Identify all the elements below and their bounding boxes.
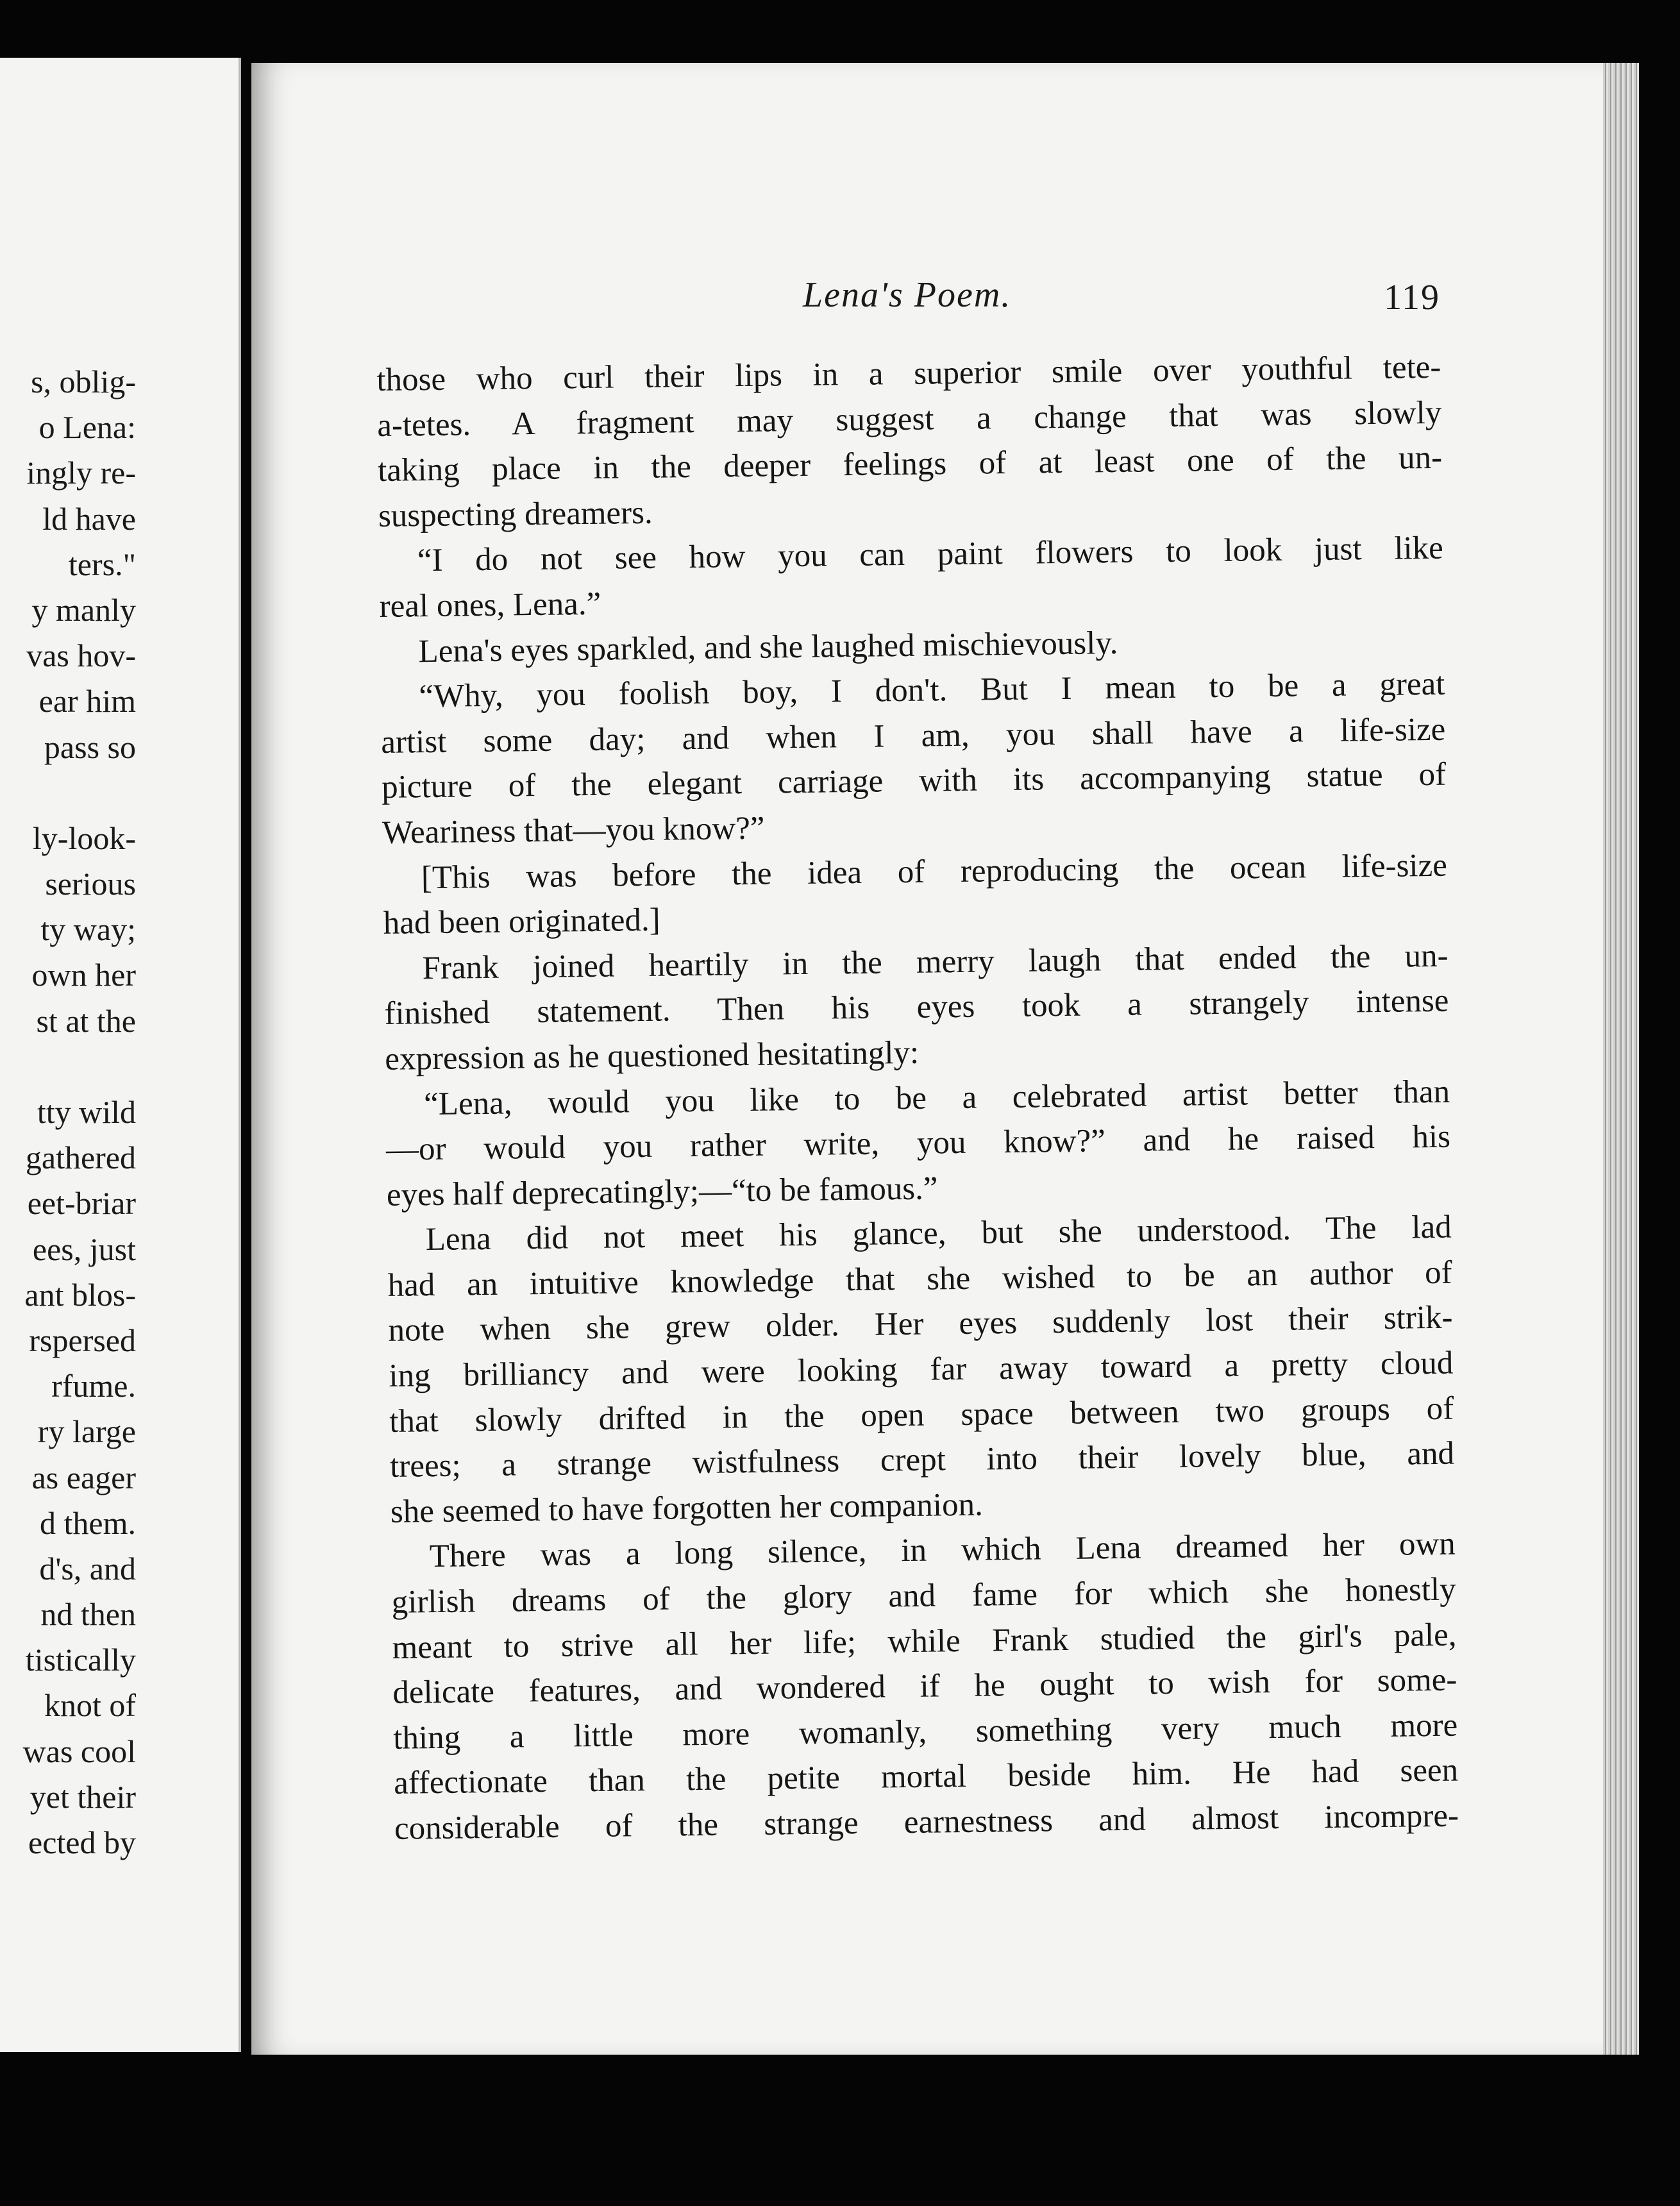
text-line: meant to strive all her life; while Frank studied the girl's pale, xyxy=(392,1617,1457,1666)
left-text-line: own her xyxy=(31,957,136,993)
text-line: had an intuitive knowledge that she wished to be an author of xyxy=(387,1254,1452,1304)
left-text-line: knot of xyxy=(44,1687,136,1724)
left-text-line: vas hov- xyxy=(26,637,136,674)
text-line: a-tetes. A fragment may suggest a change that was slowly xyxy=(376,394,1442,444)
left-text-line: ant blos- xyxy=(24,1276,136,1313)
left-text-line: rfume. xyxy=(51,1368,136,1404)
left-text-line: y manly xyxy=(31,591,136,628)
left-text-line: tistically xyxy=(25,1642,136,1678)
text-line: suspecting dreamers. xyxy=(378,494,653,534)
left-text-line: yet their xyxy=(29,1778,136,1815)
text-line: —or would you rather write, you know?” and he raised his xyxy=(385,1118,1451,1168)
text-line: had been originated.] xyxy=(383,902,660,942)
left-text-line: rspersed xyxy=(29,1322,136,1358)
text-line: those who curl their lips in a superior smile over youthful tete- xyxy=(376,349,1441,398)
text-line: note when she grew older. Her eyes suddenly lost their strik- xyxy=(388,1300,1453,1349)
text-line: picture of the elegant carriage with its accompanying statue of xyxy=(381,757,1447,806)
left-text-line: ty way; xyxy=(40,911,136,948)
text-line: thing a little more womanly, something very much more xyxy=(392,1707,1458,1756)
left-text-line: eet-briar xyxy=(27,1185,136,1222)
text-line: expression as he questioned hesitatingly: xyxy=(385,1034,920,1077)
left-text-line: ld have xyxy=(42,500,136,537)
left-text-line: o Lena: xyxy=(38,409,136,446)
left-page-text xyxy=(0,359,136,1865)
left-text-line: ear him xyxy=(38,683,136,720)
text-line: finished statement. Then his eyes took a strangely intense xyxy=(384,982,1449,1032)
left-text-line: pass so xyxy=(44,728,136,765)
left-text-line: tty wild xyxy=(37,1094,136,1130)
page-number: 119 xyxy=(1384,278,1440,317)
left-text-line xyxy=(0,770,136,816)
text-line: that slowly drifted in the open space between two groups of xyxy=(389,1390,1454,1440)
text-line: Lena's eyes sparkled, and she laughed mischievously. xyxy=(418,625,1118,669)
text-line: Weariness that—you know?” xyxy=(382,810,765,851)
left-text-line: ters." xyxy=(68,546,136,582)
text-line: There was a long silence, in which Lena dreamed her own xyxy=(429,1526,1456,1575)
left-text-line: d's, and xyxy=(39,1550,136,1587)
text-line: delicate features, and wondered if he ought to wish for some- xyxy=(392,1662,1457,1712)
left-text-line: serious xyxy=(45,866,136,902)
left-text-line: s, oblig- xyxy=(31,364,136,400)
left-text-line: as eager xyxy=(31,1459,136,1495)
left-text-line: nd then xyxy=(40,1596,136,1633)
text-line: “Lena, would you like to be a celebrated artist better than xyxy=(423,1074,1450,1122)
text-line: real ones, Lena.” xyxy=(379,585,601,625)
text-line: trees; a strange wistfulness crept into their lovely blue, and xyxy=(389,1435,1455,1485)
left-text-line: d them. xyxy=(40,1504,136,1541)
left-text-line: was cool xyxy=(22,1733,136,1769)
text-line: [This was before the idea of reproducing the ocean life-size xyxy=(421,847,1448,896)
left-text-line: st at the xyxy=(36,1002,136,1039)
left-text-line xyxy=(0,1044,136,1090)
text-line: eyes half deprecatingly;—“to be famous.” xyxy=(386,1170,938,1213)
left-text-line: ees, just xyxy=(32,1231,136,1267)
text-line: artist some day; and when I am, you shall have a life-size xyxy=(380,711,1446,761)
text-line: considerable of the strange earnestness and almost incompre- xyxy=(394,1798,1459,1847)
text-line: Lena did not meet his glance, but she understood. The lad xyxy=(425,1209,1452,1258)
text-line: she seemed to have forgotten her companion. xyxy=(390,1486,984,1530)
left-text-line: ly-look- xyxy=(32,820,136,856)
page-edges xyxy=(1603,63,1639,2055)
right-page xyxy=(251,63,1639,2055)
text-line: “I do not see how you can paint flowers to look just like xyxy=(417,530,1444,579)
text-line: taking place in the deeper feelings of at least one of the un- xyxy=(377,439,1443,489)
left-page xyxy=(0,58,241,2052)
left-text-line: ected by xyxy=(28,1824,136,1860)
left-text-line: ingly re- xyxy=(26,455,136,491)
body-text xyxy=(376,345,1459,1852)
text-line: Frank joined heartily in the merry laugh that ended the un- xyxy=(422,938,1449,986)
page-header xyxy=(251,274,1639,339)
text-line: ing brilliancy and were looking far away toward a pretty cloud xyxy=(389,1345,1454,1394)
running-title: Lena's Poem. xyxy=(803,275,1012,315)
left-text-line: ry large xyxy=(37,1413,136,1450)
text-line: affectionate than the petite mortal beside him. He had seen xyxy=(393,1752,1459,1802)
text-line: “Why, you foolish boy, I don't. But I mean to be a great xyxy=(419,666,1445,715)
left-text-line: gathered xyxy=(25,1140,136,1176)
text-line: girlish dreams of the glory and fame for which she honestly xyxy=(391,1571,1456,1621)
